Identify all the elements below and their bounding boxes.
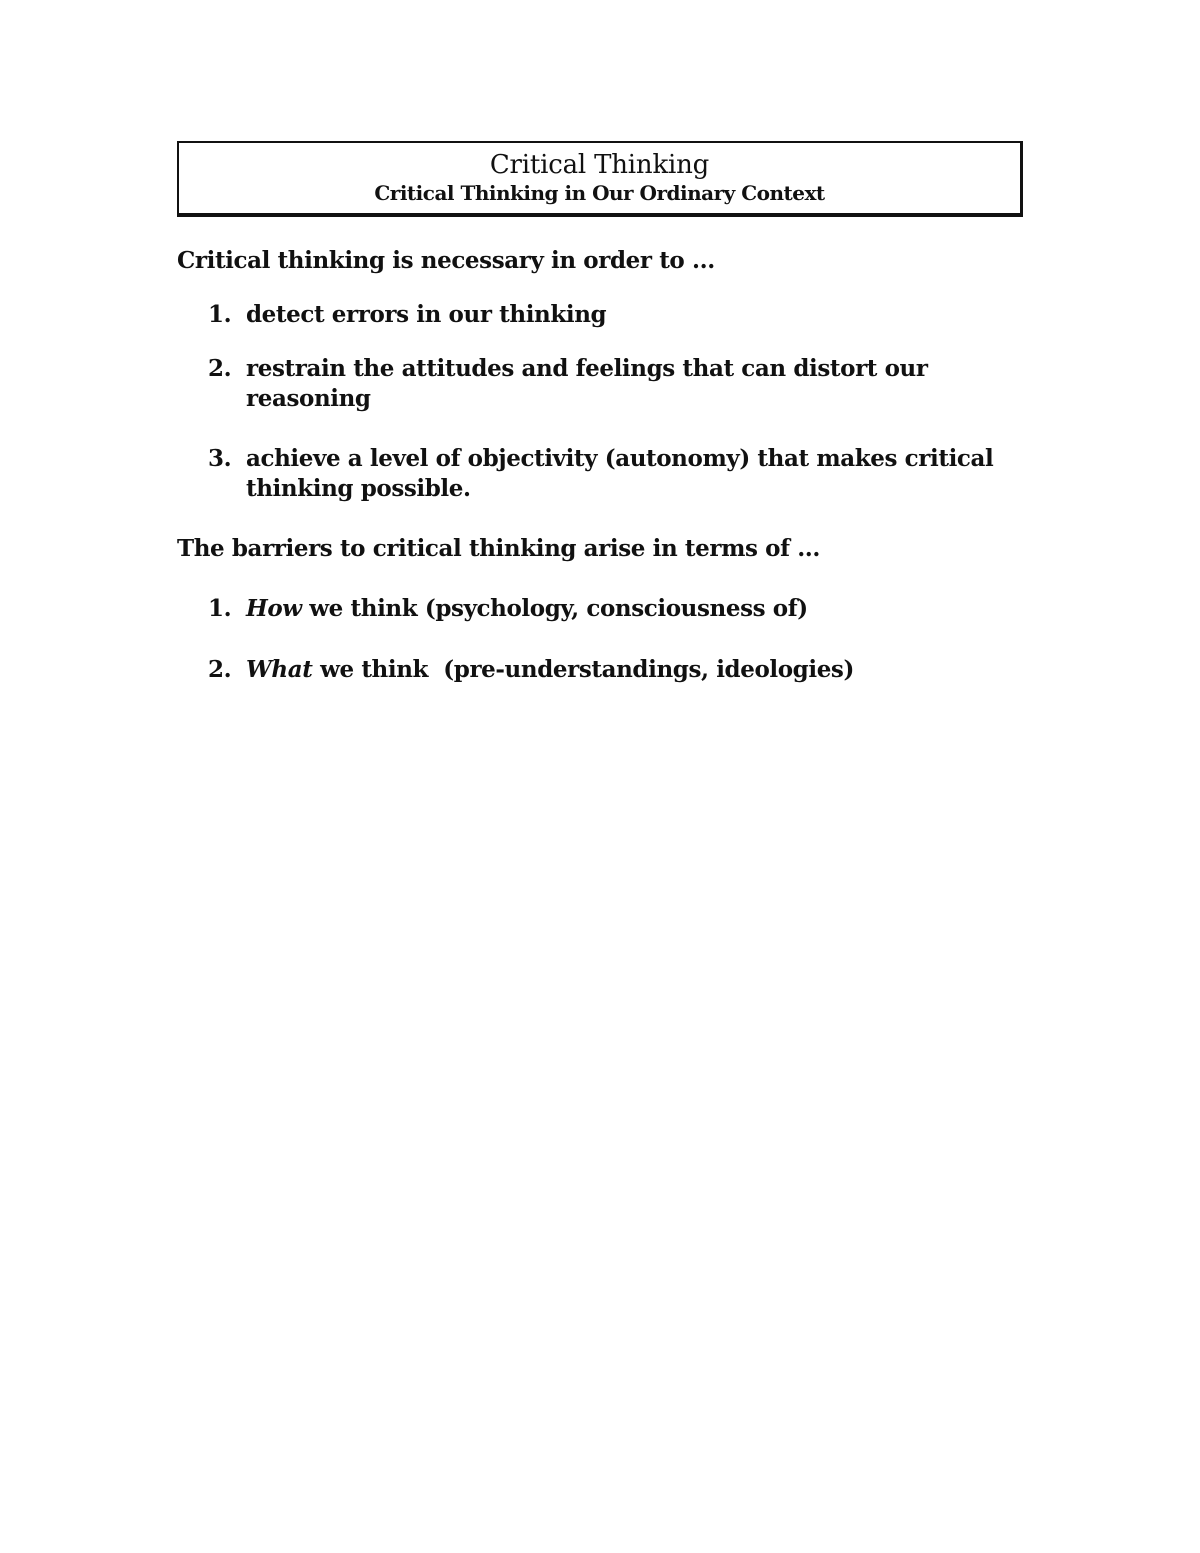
list-item <box>208 594 1008 624</box>
list-text: restrain the attitudes and feelings that can distort our reasoning <box>246 355 928 412</box>
list-emphasis: What <box>246 656 313 683</box>
document-title: Critical Thinking <box>489 150 710 180</box>
list-text: achieve a level of objectivity (autonomy) that makes critical thinking possible. <box>246 445 994 502</box>
list-item <box>208 354 938 414</box>
list-item <box>208 444 1008 504</box>
list-text <box>246 594 1008 624</box>
list-number: 2. <box>208 656 232 683</box>
list-text-rest: we think (pre-understandings, ideologies) <box>312 656 854 683</box>
document-subtitle: Critical Thinking in Our Ordinary Context <box>374 181 825 205</box>
title-box <box>177 141 1023 217</box>
list-number: 1. <box>208 595 232 622</box>
section-1-intro: Critical thinking is necessary in order to ... <box>177 247 715 274</box>
list-text: detect errors in our thinking <box>246 301 607 328</box>
list-number: 1. <box>208 301 232 328</box>
list-emphasis: How <box>246 595 302 622</box>
list-text-rest: we think (psychology, consciousness of) <box>301 595 808 622</box>
list-item <box>208 300 1008 330</box>
list-text <box>246 655 1008 685</box>
section-2-intro: The barriers to critical thinking arise in terms of ... <box>177 535 821 562</box>
list-number: 2. <box>208 355 232 382</box>
list-number: 3. <box>208 445 232 472</box>
list-item <box>208 655 1008 685</box>
